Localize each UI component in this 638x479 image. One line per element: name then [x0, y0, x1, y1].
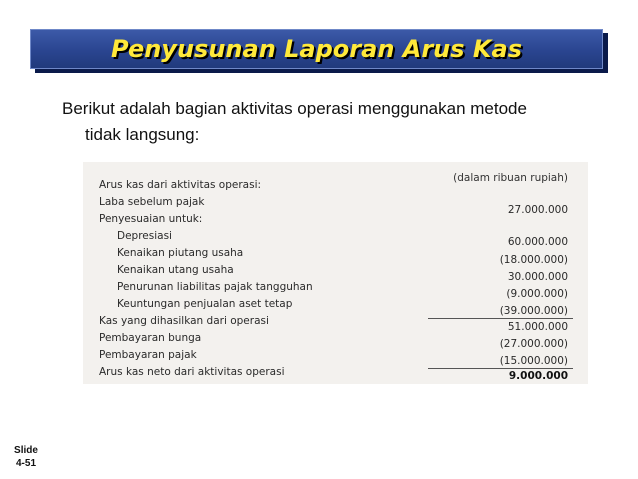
slide-page: 4-51 [15, 458, 36, 469]
row-value: (9.000.000) [506, 288, 568, 300]
statement-row [83, 281, 588, 298]
statement-row [83, 298, 588, 315]
statement-row [83, 230, 588, 247]
statement-row [83, 179, 588, 196]
statement-row [83, 247, 588, 264]
row-value: (15.000.000) [499, 355, 568, 367]
statement-row [83, 366, 588, 383]
row-label: Pembayaran bunga [99, 332, 202, 344]
intro-line-1: Berikut adalah bagian aktivitas operasi menggunakan metode [62, 99, 527, 118]
row-label: Kenaikan piutang usaha [117, 247, 244, 259]
slide-title: Penyusunan Laporan Arus Kas [111, 35, 522, 63]
statement-row [83, 315, 588, 332]
intro-line-2: tidak langsung: [85, 125, 200, 144]
slide-number [6, 444, 46, 470]
row-value-total: 9.000.000 [508, 370, 568, 382]
row-value: 60.000.000 [507, 236, 568, 248]
statement-row [83, 349, 588, 366]
row-label: Penurunan liabilitas pajak tangguhan [117, 281, 313, 293]
row-label: Arus kas neto dari aktivitas operasi [99, 366, 285, 378]
row-label: Laba sebelum pajak [99, 196, 205, 208]
row-label: Arus kas dari aktivitas operasi: [99, 179, 262, 191]
title-bar [30, 29, 603, 69]
row-value: 30.000.000 [507, 271, 568, 283]
row-label: Penyesuaian untuk: [99, 213, 203, 225]
row-label: Depresiasi [117, 230, 172, 242]
statement-row [83, 264, 588, 281]
intro-text [62, 96, 622, 148]
unit-header: (dalam ribuan rupiah) [453, 172, 568, 184]
cash-flow-statement [83, 162, 588, 384]
statement-row [83, 213, 588, 230]
row-label: Kas yang dihasilkan dari operasi [99, 315, 269, 327]
row-label: Kenaikan utang usaha [117, 264, 234, 276]
row-label: Keuntungan penjualan aset tetap [117, 298, 293, 310]
statement-row [83, 332, 588, 349]
row-value: 51.000.000 [507, 321, 568, 333]
row-value: (39.000.000) [499, 305, 568, 317]
row-value: (27.000.000) [499, 338, 568, 350]
slide-label: Slide [14, 445, 38, 456]
statement-row [83, 196, 588, 216]
row-value: (18.000.000) [499, 254, 568, 266]
row-value: 27.000.000 [507, 204, 568, 216]
row-label: Pembayaran pajak [99, 349, 197, 361]
